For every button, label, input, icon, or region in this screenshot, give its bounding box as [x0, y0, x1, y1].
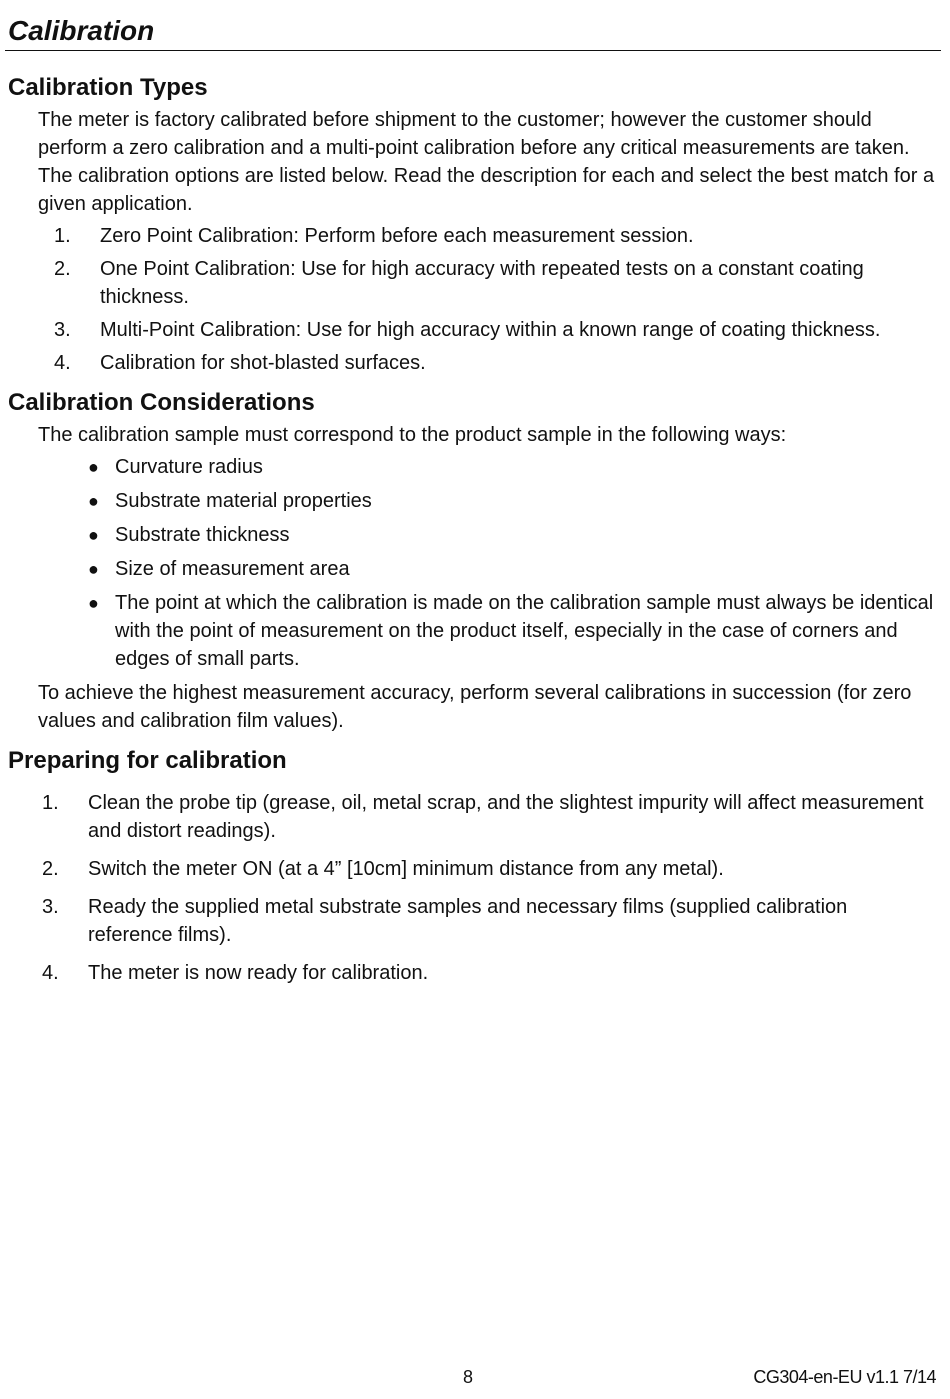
- list-item: [8, 349, 936, 377]
- list-item: [8, 255, 936, 311]
- list-number: 3.: [54, 319, 71, 341]
- page-number: 8: [463, 1367, 474, 1387]
- list-item: [8, 487, 936, 515]
- section-intro: The meter is factory calibrated before shipment to the customer; however the customer should perform a zero calibration and a multi-point calibration before any critical measurements are taken. The calibration options are listed below. Read the description for each and select the best match for a given application.: [38, 109, 935, 215]
- bullet-icon: ●: [88, 559, 99, 579]
- list-text: Substrate material properties: [115, 490, 372, 512]
- section-heading: Calibration Types: [8, 74, 208, 101]
- bullet-icon: ●: [88, 593, 99, 613]
- list-text: The meter is now ready for calibration.: [88, 962, 429, 984]
- list-item: [8, 959, 936, 987]
- list-number: 3.: [42, 896, 59, 918]
- preparing-steps-list: [8, 789, 936, 987]
- list-item: [8, 453, 936, 481]
- list-item: [8, 316, 936, 344]
- list-number: 4.: [42, 962, 59, 984]
- list-number: 2.: [54, 258, 71, 280]
- list-item: [8, 789, 936, 845]
- list-item: [8, 589, 936, 673]
- bullet-icon: ●: [88, 491, 99, 511]
- page-content: [8, 70, 936, 997]
- section-calibration-types: [8, 70, 936, 377]
- list-number: 2.: [42, 858, 59, 880]
- list-item: [8, 222, 936, 250]
- list-text: Substrate thickness: [115, 524, 290, 546]
- bullet-icon: ●: [88, 457, 99, 477]
- list-text: Size of measurement area: [115, 558, 350, 580]
- list-item: [8, 855, 936, 883]
- list-number: 1.: [54, 225, 71, 247]
- considerations-list: [8, 453, 936, 673]
- section-outro: To achieve the highest measurement accuracy, perform several calibrations in succession (for zero values and calibration film values).: [38, 682, 912, 732]
- bullet-icon: ●: [88, 525, 99, 545]
- section-preparing-for-calibration: [8, 743, 936, 987]
- calibration-types-list: [8, 222, 936, 377]
- page-title: Calibration: [8, 15, 155, 46]
- list-text: The point at which the calibration is made on the calibration sample must always be identical with the point of measurement on the product itself, especially in the case of corners and edges of small parts.: [115, 592, 934, 670]
- list-text: One Point Calibration: Use for high accuracy with repeated tests on a constant coating thickness.: [100, 258, 864, 308]
- section-heading: Preparing for calibration: [8, 747, 287, 774]
- list-number: 4.: [54, 352, 71, 374]
- list-text: Ready the supplied metal substrate samples and necessary films (supplied calibration reference films).: [88, 896, 848, 946]
- section-heading: Calibration Considerations: [8, 389, 315, 416]
- list-number: 1.: [42, 792, 59, 814]
- list-item: [8, 893, 936, 949]
- list-text: Calibration for shot-blasted surfaces.: [100, 352, 426, 374]
- list-text: Switch the meter ON (at a 4” [10cm] minimum distance from any metal).: [88, 858, 724, 880]
- list-text: Multi-Point Calibration: Use for high accuracy within a known range of coating thickness.: [100, 319, 881, 341]
- section-calibration-considerations: [8, 385, 936, 735]
- list-item: [8, 521, 936, 549]
- section-intro: The calibration sample must correspond to the product sample in the following ways:: [38, 424, 787, 446]
- title-rule: [5, 50, 941, 51]
- list-text: Zero Point Calibration: Perform before each measurement session.: [100, 225, 694, 247]
- list-text: Curvature radius: [115, 456, 263, 478]
- document-id: CG304-en-EU v1.1 7/14: [753, 1367, 936, 1387]
- list-text: Clean the probe tip (grease, oil, metal scrap, and the slightest impurity will affect measurement and distort readings).: [88, 792, 924, 842]
- list-item: [8, 555, 936, 583]
